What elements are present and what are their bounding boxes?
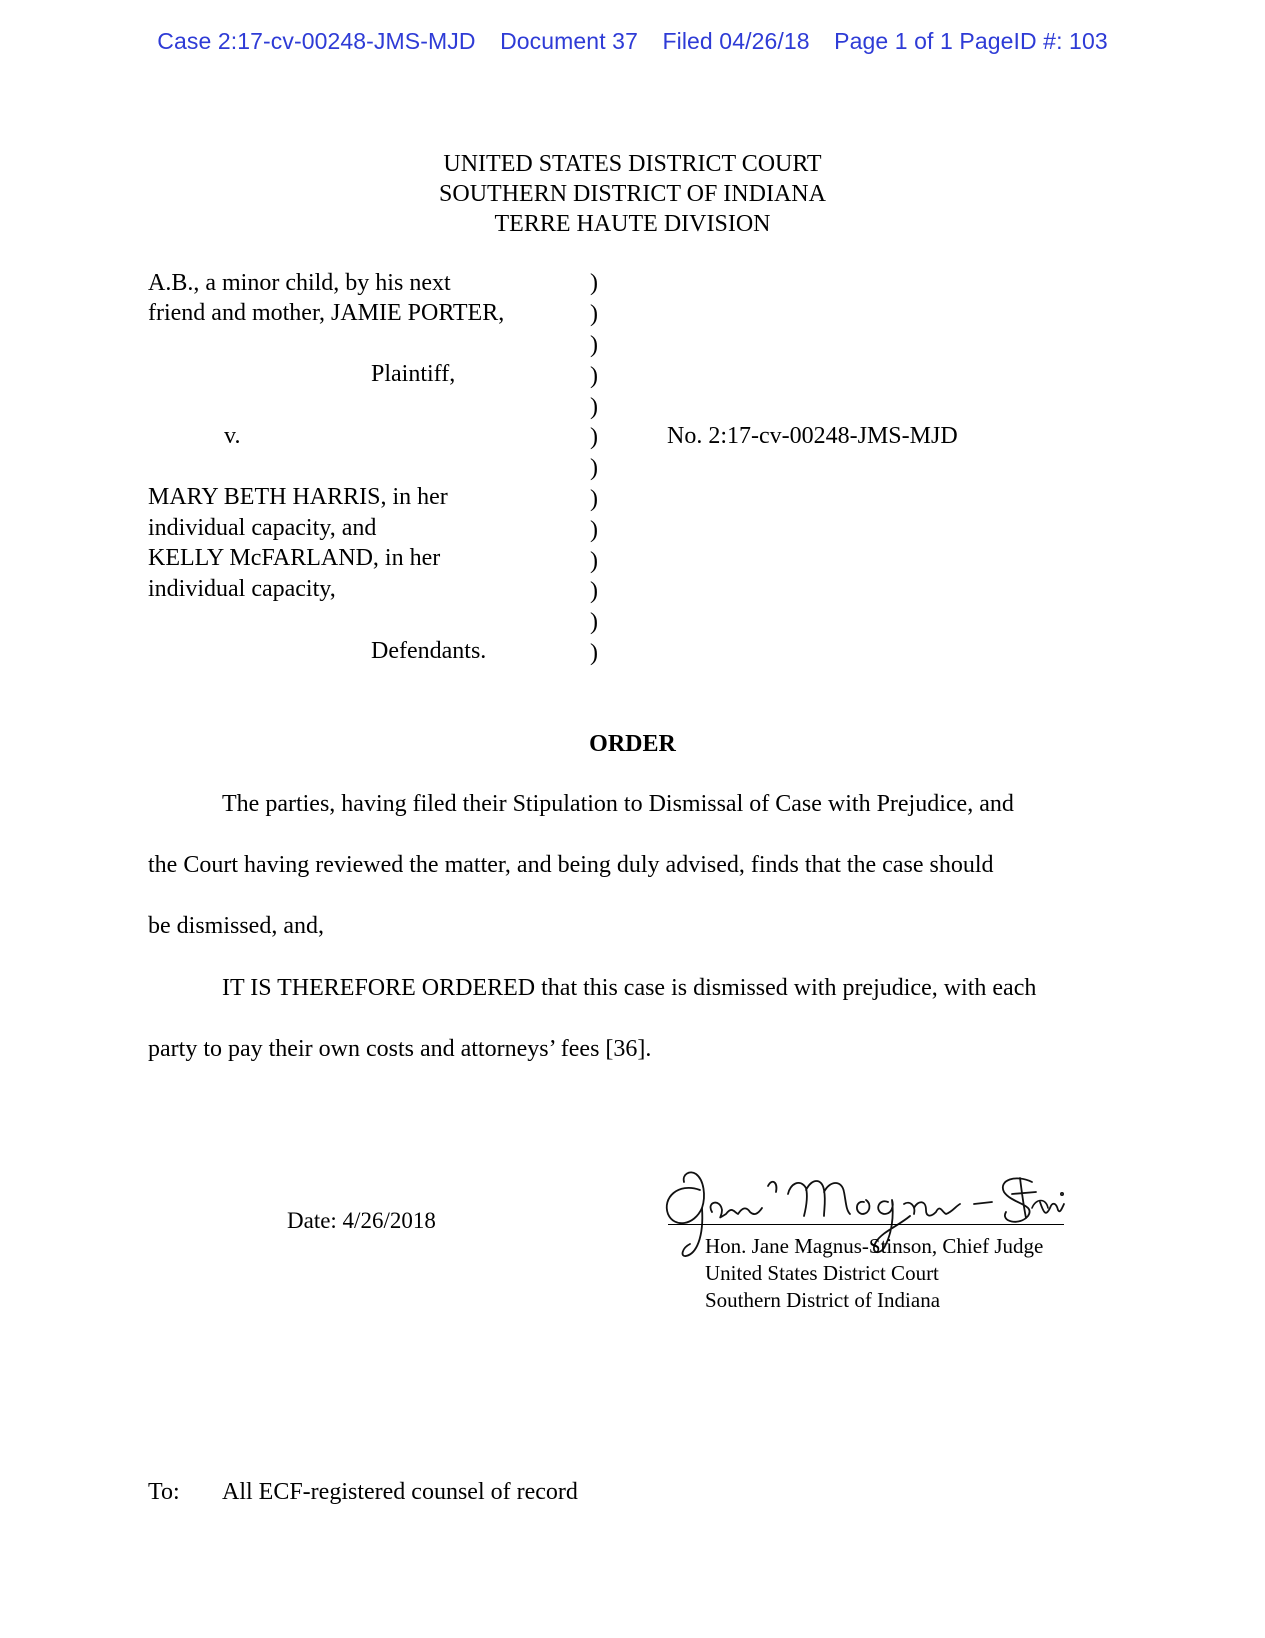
court-division: TERRE HAUTE DIVISION	[494, 211, 771, 237]
caption-parenthesis: )	[590, 517, 598, 543]
case-number: No. 2:17-cv-00248-JMS-MJD	[667, 423, 958, 449]
caption-parenthesis: )	[590, 486, 598, 512]
versus: v.	[224, 423, 241, 449]
order-paragraph-2-line-2: party to pay their own costs and attorneys’ fees [36].	[148, 1036, 652, 1062]
caption-parenthesis: )	[590, 578, 598, 604]
plaintiff-line-1: A.B., a minor child, by his next	[148, 270, 451, 296]
defendant-line-3: KELLY McFARLAND, in her	[148, 545, 441, 571]
caption-parenthesis: )	[590, 640, 598, 666]
order-paragraph-1-line-2: the Court having reviewed the matter, and being duly advised, finds that the case should	[148, 852, 994, 878]
order-title: ORDER	[589, 731, 676, 757]
distribution-recipients: All ECF-registered counsel of record	[222, 1479, 578, 1505]
caption-parenthesis: )	[590, 394, 598, 420]
caption-parenthesis: )	[590, 455, 598, 481]
defendant-role: Defendants.	[371, 638, 487, 664]
defendant-line-2: individual capacity, and	[148, 515, 377, 541]
order-paragraph-2-line-1: IT IS THEREFORE ORDERED that this case is dismissed with prejudice, with each	[222, 975, 1037, 1001]
ecf-header	[0, 28, 1265, 55]
caption-parenthesis: )	[590, 332, 598, 358]
judge-district: Southern District of Indiana	[705, 1288, 941, 1312]
caption-parenthesis: )	[590, 301, 598, 327]
judge-name-title: Hon. Jane Magnus-Stinson, Chief Judge	[705, 1234, 1044, 1258]
ecf-filed-date: Filed 04/26/18	[662, 28, 810, 54]
ecf-page-info: Page 1 of 1 PageID #: 103	[834, 28, 1108, 54]
order-paragraph-1-line-3: be dismissed, and,	[148, 913, 324, 939]
ecf-document-number: Document 37	[500, 28, 638, 54]
caption-parenthesis: )	[590, 424, 598, 450]
caption-parenthesis: )	[590, 270, 598, 296]
ecf-case-number: Case 2:17-cv-00248-JMS-MJD	[157, 28, 476, 54]
plaintiff-role: Plaintiff,	[371, 361, 456, 387]
court-district: SOUTHERN DISTRICT OF INDIANA	[439, 181, 826, 207]
caption-parenthesis: )	[590, 609, 598, 635]
order-date: Date: 4/26/2018	[287, 1208, 436, 1233]
caption-parenthesis: )	[590, 363, 598, 389]
plaintiff-line-2: friend and mother, JAMIE PORTER,	[148, 300, 505, 326]
defendant-line-1: MARY BETH HARRIS, in her	[148, 484, 448, 510]
court-name: UNITED STATES DISTRICT COURT	[443, 151, 822, 177]
judge-court: United States District Court	[705, 1261, 939, 1285]
signature-line	[668, 1224, 1064, 1225]
order-paragraph-1-line-1: The parties, having filed their Stipulation to Dismissal of Case with Prejudice, and	[222, 791, 1014, 817]
defendant-line-4: individual capacity,	[148, 576, 336, 602]
caption-parenthesis: )	[590, 548, 598, 574]
distribution-label: To:	[148, 1479, 180, 1505]
